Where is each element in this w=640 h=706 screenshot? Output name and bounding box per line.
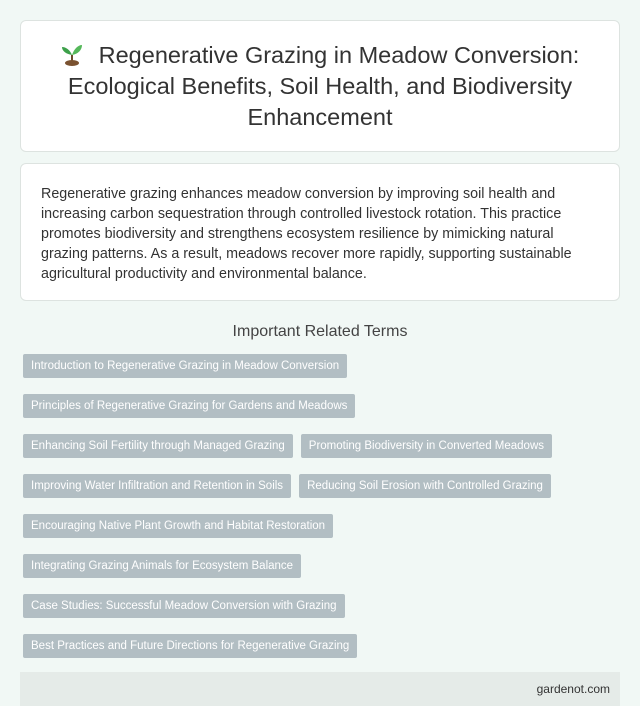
related-term-tag[interactable]: Best Practices and Future Directions for Regenerative Grazing — [23, 634, 357, 658]
related-term-tag[interactable]: Encouraging Native Plant Growth and Habitat Restoration — [23, 514, 333, 538]
related-terms-heading: Important Related Terms — [232, 323, 408, 340]
page-title — [45, 40, 595, 133]
page-title-text: Regenerative Grazing in Meadow Conversion: Ecological Benefits, Soil Health, and Biodiversity Enhancement — [67, 41, 580, 130]
footer — [20, 672, 620, 706]
related-term-tag[interactable]: Reducing Soil Erosion with Controlled Grazing — [299, 474, 551, 498]
title-card — [20, 20, 620, 152]
related-terms-list — [20, 354, 610, 658]
sprout-icon — [61, 42, 83, 66]
related-term-tag[interactable]: Principles of Regenerative Grazing for Gardens and Meadows — [23, 394, 355, 418]
related-term-tag[interactable]: Promoting Biodiversity in Converted Meadows — [301, 434, 552, 458]
related-term-tag[interactable]: Improving Water Infiltration and Retention in Soils — [23, 474, 291, 498]
related-term-tag[interactable]: Integrating Grazing Animals for Ecosystem Balance — [23, 554, 301, 578]
footer-site-link[interactable]: gardenot.com — [536, 682, 610, 696]
related-term-tag[interactable]: Enhancing Soil Fertility through Managed Grazing — [23, 434, 293, 458]
related-term-tag[interactable]: Introduction to Regenerative Grazing in Meadow Conversion — [23, 354, 347, 378]
related-term-tag[interactable]: Case Studies: Successful Meadow Conversion with Grazing — [23, 594, 345, 618]
summary-card — [20, 163, 620, 301]
summary-text: Regenerative grazing enhances meadow conversion by improving soil health and increasing carbon sequestration through controlled livestock rotation. This practice promotes biodiversity and strengthens ecosystem resilience by mimicking natural grazing patterns. As a result, meadows recover more rapidly, supporting sustainable agricultural productivity and environmental balance. — [41, 186, 572, 282]
